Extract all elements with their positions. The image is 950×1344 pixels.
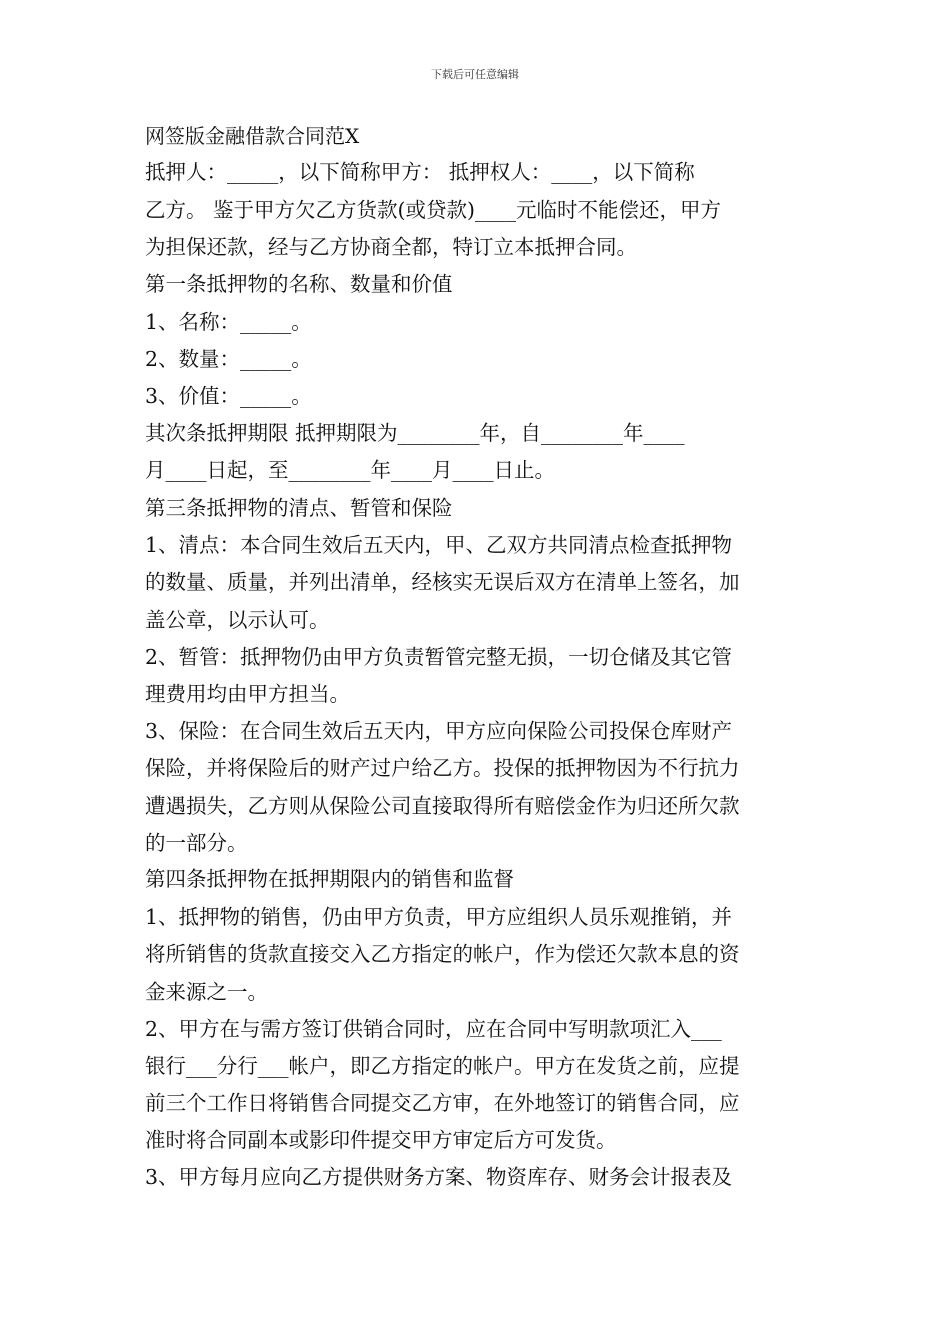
body-line: 1、抵押物的销售，仍由甲方负责，甲方应组织人员乐观推销，并 [145, 905, 733, 929]
body-line: 3、价值：_____。 [145, 384, 312, 408]
document-title: 网签版金融借款合同范X [145, 124, 360, 148]
body-line: 遭遇损失，乙方则从保险公司直接取得所有赔偿金作为归还所欠款 [145, 794, 740, 818]
body-line: 第三条抵押物的清点、暂管和保险 [145, 496, 453, 520]
body-line: 抵押人：_____，以下简称甲方： 抵押权人：____，以下简称 [145, 160, 695, 184]
body-line: 前三个工作日将销售合同提交乙方审，在外地签订的销售合同，应 [145, 1091, 740, 1115]
body-line: 第一条抵押物的名称、数量和价值 [145, 272, 453, 296]
body-line: 理费用均由甲方担当。 [145, 682, 350, 706]
body-line: 月____日起，至________年____月____日止。 [145, 458, 555, 482]
body-line: 保险，并将保险后的财产过户给乙方。投保的抵押物因为不行抗力 [145, 756, 740, 780]
body-line: 2、数量：_____。 [145, 347, 312, 371]
body-line: 的一部分。 [145, 831, 248, 855]
body-line: 2、甲方在与需方签订供销合同时，应在合同中写明款项汇入___ [145, 1017, 722, 1041]
body-line: 银行___分行___帐户，即乙方指定的帐户。甲方在发货之前，应提 [145, 1054, 740, 1078]
body-line: 为担保还款，经与乙方协商全都，特订立本抵押合同。 [145, 235, 637, 259]
body-line: 3、甲方每月应向乙方提供财务方案、物资库存、财务会计报表及 [145, 1165, 733, 1189]
body-line: 2、暂管：抵押物仍由甲方负责暂管完整无损，一切仓储及其它管 [145, 645, 733, 669]
body-line: 其次条抵押期限 抵押期限为________年，自________年____ [145, 421, 685, 445]
body-line: 1、清点：本合同生效后五天内，甲、乙双方共同清点检查抵押物 [145, 533, 733, 557]
body-line: 准时将合同副本或影印件提交甲方审定后方可发货。 [145, 1128, 617, 1152]
body-line: 乙方。 鉴于甲方欠乙方货款(或贷款)____元临时不能偿还，甲方 [145, 198, 722, 222]
body-line: 将所销售的货款直接交入乙方指定的帐户，作为偿还欠款本息的资 [145, 942, 740, 966]
body-line: 1、名称：_____。 [145, 310, 312, 334]
body-line: 盖公章，以示认可。 [145, 608, 330, 632]
body-line: 3、保险：在合同生效后五天内，甲方应向保险公司投保仓库财产 [145, 719, 733, 743]
body-line: 的数量、质量，并列出清单，经核实无误后双方在清单上签名，加 [145, 570, 740, 594]
body-line: 第四条抵押物在抵押期限内的销售和监督 [145, 867, 514, 891]
page-header: 下载后可任意编辑 [431, 68, 519, 81]
body-line: 金来源之一。 [145, 980, 268, 1004]
